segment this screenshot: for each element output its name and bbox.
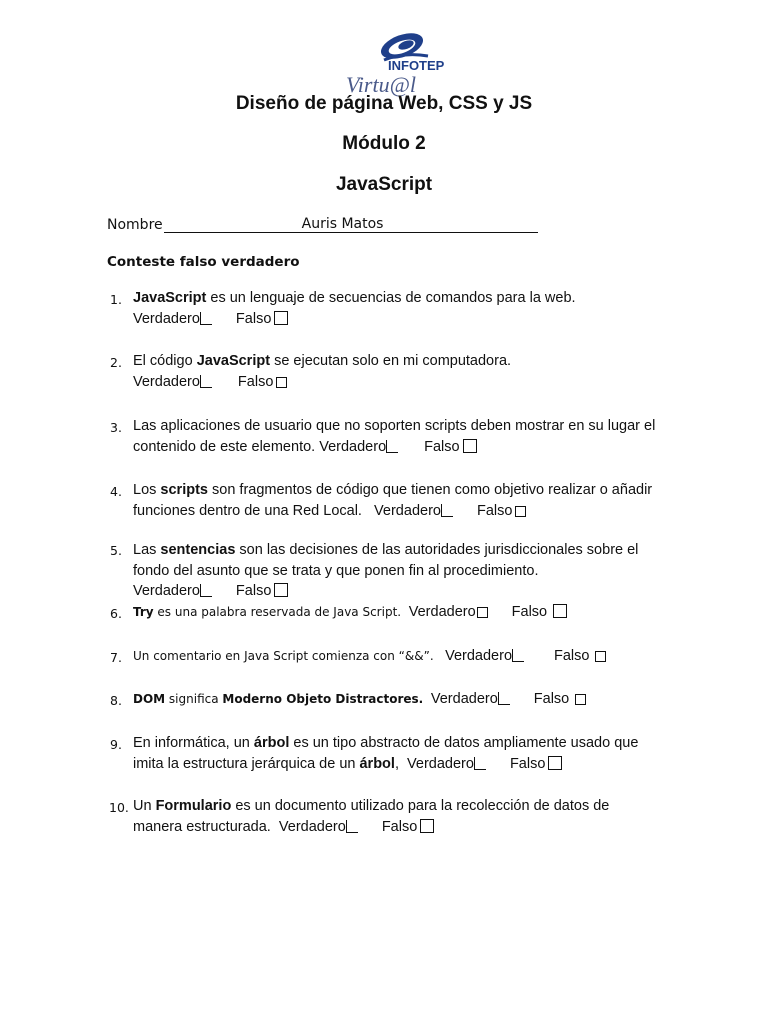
true-label: Verdadero	[319, 439, 387, 455]
false-checkbox[interactable]	[515, 506, 526, 517]
true-checkbox[interactable]	[200, 375, 212, 388]
true-label: Verdadero	[133, 583, 200, 599]
name-field	[107, 215, 538, 233]
question-number: 2.	[110, 355, 122, 370]
true-checkbox[interactable]	[200, 312, 212, 325]
true-checkbox[interactable]	[346, 820, 358, 833]
question-number: 3.	[110, 420, 122, 435]
true-label: Verdadero	[374, 503, 441, 519]
module-title: Módulo 2	[342, 133, 426, 154]
name-value: Auris Matos	[301, 216, 384, 232]
true-checkbox[interactable]	[512, 649, 524, 662]
true-label: Verdadero	[407, 756, 474, 772]
name-label: Nombre	[107, 217, 163, 233]
false-label: Falso	[554, 648, 590, 664]
false-checkbox[interactable]	[274, 311, 288, 325]
svg-text:INFOTEP: INFOTEP	[388, 58, 445, 73]
question-number: 5.	[110, 543, 122, 558]
true-checkbox[interactable]	[474, 757, 486, 770]
false-label: Falso	[511, 604, 548, 620]
question-number: 7.	[110, 650, 122, 665]
false-label: Falso	[235, 583, 272, 599]
question-number: 10.	[109, 800, 129, 815]
question-number: 9.	[110, 737, 122, 752]
false-label: Falso	[476, 503, 513, 519]
true-checkbox[interactable]	[477, 607, 488, 618]
question-number: 6.	[110, 606, 122, 621]
question-number: 1.	[110, 292, 122, 307]
false-checkbox[interactable]	[575, 694, 586, 705]
name-line[interactable]	[164, 215, 538, 233]
false-label: Falso	[237, 374, 274, 390]
question-number: 4.	[110, 484, 122, 499]
true-label: Verdadero	[445, 648, 513, 664]
false-checkbox[interactable]	[463, 439, 477, 453]
false-label: Falso	[235, 311, 272, 327]
false-label: Falso	[381, 819, 418, 835]
true-label: Verdadero	[430, 691, 498, 707]
document-title: Diseño de página Web, CSS y JS	[235, 93, 533, 114]
false-label: Falso	[424, 439, 460, 455]
true-label: Verdadero	[133, 374, 200, 390]
svg-text:Virtu@l: Virtu@l	[346, 72, 416, 97]
instructions: Conteste falso verdadero	[107, 254, 300, 270]
false-checkbox[interactable]	[553, 604, 567, 618]
false-checkbox[interactable]	[276, 377, 287, 388]
true-checkbox[interactable]	[441, 504, 453, 517]
true-checkbox[interactable]	[498, 692, 510, 705]
true-label: Verdadero	[408, 604, 476, 620]
false-label: Falso	[509, 756, 546, 772]
false-checkbox[interactable]	[274, 583, 288, 597]
true-checkbox[interactable]	[200, 584, 212, 597]
false-checkbox[interactable]	[420, 819, 434, 833]
false-label: Falso	[533, 691, 570, 707]
true-checkbox[interactable]	[386, 440, 398, 453]
topic-title: JavaScript	[335, 174, 433, 195]
worksheet-page: INFOTEP Virtu@l Diseño de página Web, CSS y JS Módulo 2 JavaScript Nombre Auris Matos Conteste falso verdadero 1. JavaScript es un lenguaje de secuencias de comandos para la web. Verdadero Falso 2. El código JavaScript se ejecutan solo en mi computadora. Verdadero Falso 3. Las aplicaciones de usuario que no soporten scripts deben mostrar en su lugar el contenido de este elemento. Verdadero Falso 4. Los scripts son fragmentos de código que tienen como objetivo realizar o añadir funciones dentro de una Red Local. Verdadero Falso 5. Las sentencias son las decisiones de las autoridades jurisdiccionales sobre el fondo del asunto que se trata y que ponen fin al procedimiento. Verdadero Falso 6. Try es una palabra reservada de Java Script. Verdadero Falso 7. Un comentario en Java Script comienza con “&&”. Verdadero Falso 8. DOM significa Moderno Objeto Distractores. Verdadero Falso 9. En informática, un árbol es un tipo abstracto de datos ampliamente usado que imita la estructura jerárquica de un árbol, Verdadero Falso 10. Un Formulario es un documento utilizado para la recolección de datos de manera estructurada. Verdadero Falso	[0, 0, 768, 1024]
question-number: 8.	[110, 693, 122, 708]
infotep-logo	[344, 30, 445, 97]
true-label: Verdadero	[278, 819, 346, 835]
false-checkbox[interactable]	[595, 651, 606, 662]
true-label: Verdadero	[133, 311, 200, 327]
false-checkbox[interactable]	[548, 756, 562, 770]
